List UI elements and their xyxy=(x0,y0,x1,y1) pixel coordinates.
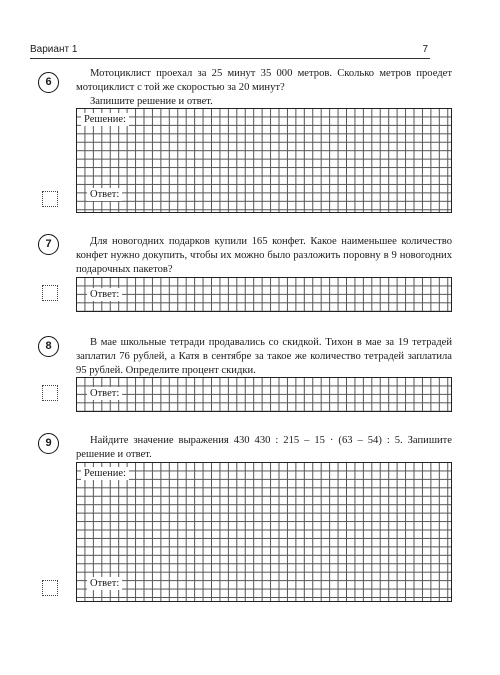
page-number: 7 xyxy=(422,44,428,55)
task-7-text xyxy=(76,235,452,278)
task-6-score-box[interactable] xyxy=(42,191,58,207)
task-6-question: Мотоциклист проехал за 25 минут 35 000 метров. Сколько метров проедет мотоциклист с той же скоростью за 20 минут? xyxy=(76,68,452,94)
task-7-question: Для новогодних подарков купили 165 конфет. Какое наименьшее количество конфет нужно докупить, чтобы их можно было разложить поровну в 9 новогодних подарочных пакетов? xyxy=(76,236,452,276)
task-9-text xyxy=(76,434,452,462)
task-6-answer-label: Ответ: xyxy=(87,188,122,201)
task-9-question: Найдите значение выражения 430 430 : 215 – 15 · (63 – 54) : 5. Запишите решение и ответ. xyxy=(76,435,452,461)
task-7-score-box[interactable] xyxy=(42,285,58,301)
task-6-text xyxy=(76,67,452,110)
task-9-score-box[interactable] xyxy=(42,580,58,596)
task-7-answer-label: Ответ: xyxy=(87,288,122,301)
task-8-text xyxy=(76,336,452,379)
task-6-instruction: Запишите решение и ответ. xyxy=(90,96,213,108)
task-9-answer-label: Ответ: xyxy=(87,577,122,590)
header-divider xyxy=(30,58,430,59)
task-8-answer-label: Ответ: xyxy=(87,387,122,400)
task-8-score-box[interactable] xyxy=(42,385,58,401)
task-9-solution-label: Решение: xyxy=(81,467,129,480)
task-9-solution-grid[interactable] xyxy=(76,462,452,602)
task-9-number-badge: 9 xyxy=(38,433,59,454)
task-6-solution-label: Решение: xyxy=(81,113,129,126)
page-header xyxy=(30,44,428,55)
task-6-number-badge: 6 xyxy=(38,72,59,93)
task-8-answer-grid[interactable] xyxy=(76,377,452,412)
task-8-question: В мае школьные тетради продавались со скидкой. Тихон в мае за 19 тетрадей заплатил 76 рублей, а Катя в сентябре за такое же количество тетрадей заплатила 95 рублей. Определите процент скидки. xyxy=(76,337,452,377)
task-7-answer-grid[interactable] xyxy=(76,277,452,312)
task-6-solution-grid[interactable] xyxy=(76,108,452,213)
task-7-number-badge: 7 xyxy=(38,234,59,255)
variant-label: Вариант 1 xyxy=(30,44,78,55)
task-8-number-badge: 8 xyxy=(38,336,59,357)
